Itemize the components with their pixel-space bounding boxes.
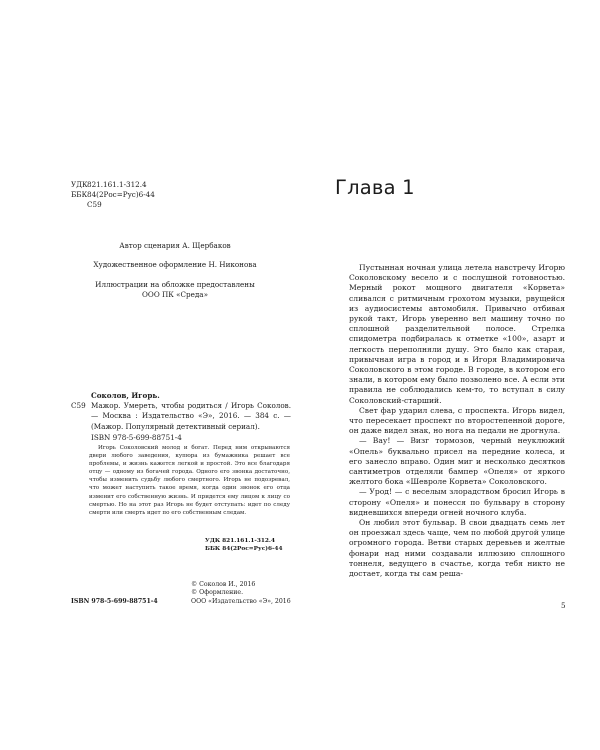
classification-value: 84(2Рос=Рус)6-44 xyxy=(87,190,155,200)
copyright-line: ООО «Издательство «Э», 2016 xyxy=(191,597,291,605)
classification-value: С59 xyxy=(87,200,102,210)
annotation: Игорь Соколовский молод и богат. Перед ним открываются двери любого заведения, купюра из бумажника решает все проблемы, и жизнь кажется легкой и простой. Это все благодаря отцу — одному из богачей города. Одного его звонка достаточно, чтобы изменить судьбу любого смертного. Игорь не подозревал, что может наступить такое время, когда один звонок его отца изменит его собственную жизнь. И придется ему лицом к лицу со смертью. Но на этот раз Игорь не будет отступать: идет по следу смерти или смерть идет по его собственным следам. xyxy=(89,445,290,516)
classification-row xyxy=(71,180,155,190)
biblio-isbn: ISBN 978-5-699-88751-4 xyxy=(91,432,182,442)
paragraph: — Вау! — Визг тормозов, черный неуклюжий «Опель» буквально присел на передние колеса, и его занесло вправо. Один миг и несколько десятков сантиметров отделяли бампер «Опеля» от яркого желтого бока «Шевроле Корвета» Соколовского. xyxy=(349,436,565,487)
credit-line: ООО ПК «Среда» xyxy=(142,290,208,300)
annotation-udk: УДК 821.161.1-312.4 xyxy=(205,538,275,544)
paragraph: Пустынная ночная улица летела навстречу Игорю Соколовскому весело и с послушной готовностью. Мерный рокот мощного двигателя «Корвета» сливался с ритмичным грохотом музыки, рвущейся из аудиосистемы автомобиля. Привычно отбивая рукой такт, Игорь уверенно вел машину точно по сплошной разделительной полосе. Стрелка спидометра подбиралась к отметке «100», азарт и легкость переполняли душу. Это было как старая, привычная игра в город и в Игоря Владимировича Соколовского в этом городе. В городе, в котором его знали, в котором ему было позволено все. А если эти правила не соблюдались кем-то, то вступал в силу Соколовский-старший. xyxy=(349,263,565,405)
classification-label: УДК xyxy=(71,180,88,189)
classification-label xyxy=(71,200,87,210)
annotation-bbk: ББК 84(2Рос=Рус)6-44 xyxy=(205,546,283,552)
copyright-isbn: ISBN 978-5-699-88751-4 xyxy=(71,598,158,605)
chapter-title: Глава 1 xyxy=(335,176,415,199)
classification-row xyxy=(71,200,155,210)
copyright-block xyxy=(71,581,291,606)
chapter-text xyxy=(349,263,565,579)
biblio-row xyxy=(71,401,291,432)
credit-line: Иллюстрации на обложке предоставлены xyxy=(95,279,255,289)
page-number: 5 xyxy=(561,601,566,610)
biblio-description: Мажор. Умереть, чтобы родиться / Игорь Соколов. — Москва : Издательство «Э», 2016. — 384 с. — (Мажор. Популярный детективный сериал). xyxy=(91,401,291,431)
paragraph: Он любил этот бульвар. В свои двадцать семь лет он проезжал здесь чаще, чем по любой другой улице огромного города. Ветви старых деревьев и желтые фонари над ними создавали иллюзию сплошного тоннеля, ведущего в счастье, когда тебя никто не достает, когда ты сам реша- xyxy=(349,518,565,579)
classification-block xyxy=(71,180,155,211)
copyright-line: © Соколов И., 2016 xyxy=(191,581,256,588)
biblio-author: Соколов, Игорь. xyxy=(91,391,160,400)
credits-block xyxy=(60,241,290,301)
credit-line: Автор сценария А. Щербаков xyxy=(119,241,231,250)
credit-gap xyxy=(60,271,290,280)
classification-value: 821.161.1-312.4 xyxy=(87,180,147,189)
copyright-lines xyxy=(191,581,291,606)
annotation-classification xyxy=(205,537,283,553)
paragraph: Свет фар ударил слева, с проспекта. Игорь видел, что пересекает проспект по второстепенной дороге, он даже видел знак, но нога на педали не дрогнула. xyxy=(349,405,565,436)
biblio-code: С59 xyxy=(71,401,86,411)
classification-row xyxy=(71,190,155,200)
right-page xyxy=(300,0,600,750)
credit-line: Художественное оформление Н. Никонова xyxy=(93,260,257,270)
copyright-line: © Оформление. xyxy=(191,589,244,597)
credit-gap xyxy=(60,251,290,260)
bibliographic-record xyxy=(71,391,291,443)
copyright-row xyxy=(71,581,291,606)
classification-label: ББК xyxy=(71,190,88,200)
paragraph: — Урод! — с веселым злорадством бросил Игорь в сторону «Опеля» и понесся по бульвару в сторону видневшихся впереди огней ночного клуба. xyxy=(349,487,565,517)
